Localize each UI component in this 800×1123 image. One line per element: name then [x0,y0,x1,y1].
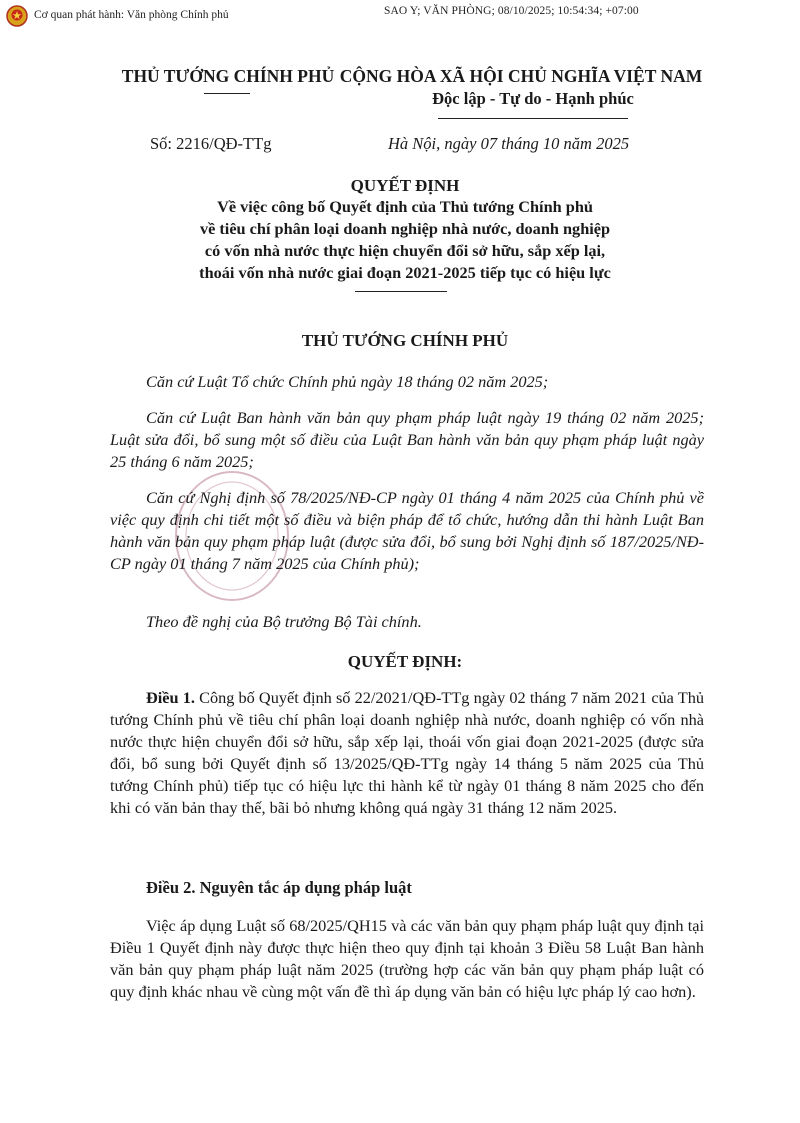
divider [204,93,250,94]
copy-certification-line: SAO Y; VĂN PHÒNG; 08/10/2025; 10:54:34; +07:00 [384,5,639,17]
legal-basis-paragraph: Căn cứ Luật Ban hành văn bản quy phạm pháp luật ngày 19 tháng 02 năm 2025; Luật sửa đổi, bổ sung một số điều của Luật Ban hành văn bản quy phạm pháp luật ngày 25 tháng 6 năm 2025; [110,408,704,471]
legal-basis-paragraph: Căn cứ Nghị định số 78/2025/NĐ-CP ngày 01 tháng 4 năm 2025 của Chính phủ về việc quy định chi tiết một số điều và biện pháp để tổ chức, hướng dẫn thi hành Luật Ban hành văn bản quy phạm pháp luật (được sửa đổi, bổ sung bởi Nghị định số 187/2025/NĐ-CP ngày 01 tháng 7 năm 2025 của Chính phủ); [110,488,704,573]
article-1-text: Công bố Quyết định số 22/2021/QĐ-TTg ngày 02 tháng 7 năm 2021 của Thủ tướng Chính phủ về tiêu chí phân loại doanh nghiệp nhà nước, doanh nghiệp có vốn nhà nước thực hiện chuyển đổi sở hữu, sắp xếp lại, thoái vốn giai đoạn 2021-2025 (được sửa đổi, bổ sung bởi Quyết định số 13/2025/QĐ-TTg ngày 14 tháng 5 năm 2025 của Thủ tướng Chính phủ) tiếp tục có hiệu lực thi hành kể từ ngày 01 tháng 8 năm 2025 cho đến khi có văn bản thay thế, bãi bỏ nhưng không quá ngày 31 tháng 12 năm 2025. [110,688,704,817]
article-2-text: Việc áp dụng Luật số 68/2025/QH15 và các văn bản quy phạm pháp luật quy định tại Điều 1 Quyết định này được thực hiện theo quy định tại khoản 3 Điều 58 Luật Ban hành văn bản quy phạm pháp luật năm 2025 (trường hợp các văn bản quy phạm pháp luật có quy định khác nhau về cùng một vấn đề thì áp dụng văn bản có hiệu lực pháp lý cao hơn). [110,916,704,1001]
decision-subject-line: Về việc công bố Quyết định của Thủ tướng Chính phủ [217,197,593,216]
decides-heading: QUYẾT ĐỊNH: [347,652,463,671]
issuing-authority-block [112,66,344,87]
document-number: Số: 2216/QĐ-TTg [150,134,272,153]
national-title-block [334,66,708,109]
national-title: CỘNG HÒA XÃ HỘI CHỦ NGHĨA VIỆT NAM [339,66,703,86]
issuer-label: Cơ quan phát hành: Văn phòng Chính phủ [34,9,229,21]
article-2-heading: Điều 2. Nguyên tắc áp dụng pháp luật [146,878,412,897]
article-1 [110,687,704,819]
copy-stamp-bar [0,0,800,26]
decision-subject-line: thoái vốn nhà nước giai đoạn 2021-2025 tiếp tục có hiệu lực [199,263,611,282]
divider [355,291,447,292]
decision-title: QUYẾT ĐỊNH [350,176,460,195]
decision-subject-line: về tiêu chí phân loại doanh nghiệp nhà nước, doanh nghiệp [199,219,611,238]
document-date: Hà Nội, ngày 07 tháng 10 năm 2025 [388,134,630,153]
authority-heading: THỦ TƯỚNG CHÍNH PHỦ [301,331,509,350]
decision-subject-line: có vốn nhà nước thực hiện chuyển đổi sở hữu, sắp xếp lại, [204,241,606,260]
issuing-authority: THỦ TƯỚNG CHÍNH PHỦ [121,66,335,86]
national-motto: Độc lập - Tự do - Hạnh phúc [432,89,634,108]
divider [438,118,628,119]
decision-title-block [110,176,700,284]
proposal-paragraph: Theo đề nghị của Bộ trưởng Bộ Tài chính. [146,612,422,631]
national-emblem-icon [6,5,28,27]
legal-basis-paragraph: Căn cứ Luật Tổ chức Chính phủ ngày 18 tháng 02 năm 2025; [146,372,549,391]
article-1-label: Điều 1. [146,688,195,707]
